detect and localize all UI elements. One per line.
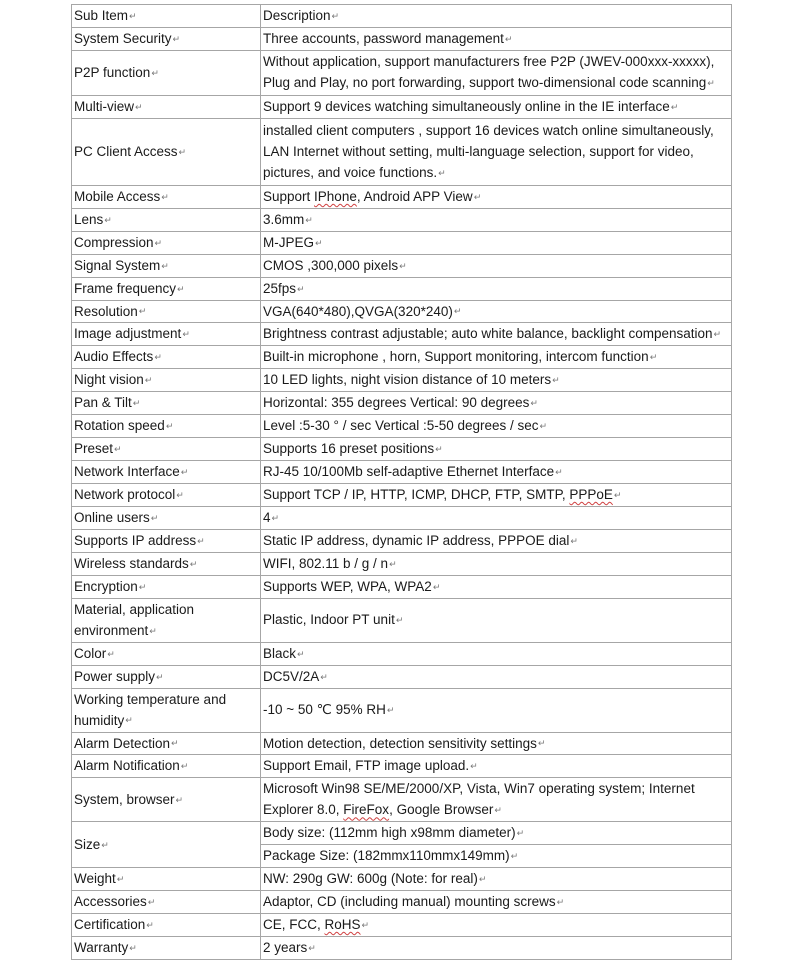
sub-item-cell xyxy=(72,231,261,254)
description-text xyxy=(263,781,695,817)
description-text: -10 ~ 50 ℃ 95% RH xyxy=(263,702,386,718)
paragraph-mark-icon: ↵ xyxy=(182,329,190,340)
paragraph-mark-icon: ↵ xyxy=(151,67,159,78)
table-row xyxy=(72,642,732,665)
sub-item-label: Multi-view xyxy=(74,98,135,114)
paragraph-mark-icon: ↵ xyxy=(175,794,184,805)
paragraph-mark-icon: ↵ xyxy=(172,33,181,44)
table-row xyxy=(72,937,732,960)
table-row xyxy=(72,822,732,845)
spellcheck-flagged-word: IPhone xyxy=(314,188,357,204)
paragraph-mark-icon: ↵ xyxy=(649,352,658,363)
description-text: Body size: (112mm high x98mm diameter) xyxy=(263,825,516,841)
description-cell xyxy=(261,506,732,529)
paragraph-mark-icon: ↵ xyxy=(177,283,185,294)
description-cell xyxy=(261,346,732,369)
description-text: 3.6mm xyxy=(263,211,305,227)
sub-item-label: Accessories xyxy=(74,894,147,910)
sub-item-label: Frame frequency xyxy=(74,280,177,296)
table-row xyxy=(72,27,732,50)
description-cell xyxy=(261,552,732,575)
description-text: installed client computers , support 16 devices watch online simultaneously, LAN Internet without setting, multi-language selection, support for video, pictures, and voice functions. xyxy=(263,122,714,180)
paragraph-mark-icon: ↵ xyxy=(165,421,174,432)
table-row xyxy=(72,688,732,732)
table-row xyxy=(72,346,732,369)
description-cell xyxy=(261,845,732,868)
description-cell xyxy=(261,415,732,438)
table-row xyxy=(72,732,732,755)
header-description-text: Description xyxy=(263,8,331,23)
sub-item-cell xyxy=(72,369,261,392)
sub-item-label: Size xyxy=(74,836,101,852)
paragraph-mark-icon: ↵ xyxy=(107,648,115,659)
table-row xyxy=(72,778,732,822)
spec-table-body xyxy=(72,5,732,960)
sub-item-cell xyxy=(72,732,261,755)
description-cell xyxy=(261,822,732,845)
description-text: 4 xyxy=(263,509,271,525)
sub-item-cell xyxy=(72,208,261,231)
table-row xyxy=(72,461,732,484)
table-row xyxy=(72,575,732,598)
paragraph-mark-icon: ↵ xyxy=(197,535,205,546)
table-row xyxy=(72,529,732,552)
desc-text-part: , Google Browser xyxy=(389,802,494,818)
description-text: 25fps xyxy=(263,280,297,296)
paragraph-mark-icon: ↵ xyxy=(453,306,462,317)
paragraph-mark-icon: ↵ xyxy=(389,558,397,569)
description-text: Support 9 devices watching simultaneously online in the IE interface xyxy=(263,98,670,114)
sub-item-cell xyxy=(72,277,261,300)
sub-item-label: Weight xyxy=(74,871,116,887)
paragraph-mark-icon: ↵ xyxy=(144,375,153,386)
sub-item-cell xyxy=(72,118,261,185)
description-cell xyxy=(261,937,732,960)
table-row xyxy=(72,598,732,642)
paragraph-mark-icon: ↵ xyxy=(516,828,525,839)
description-text: NW: 290g GW: 600g (Note: for real) xyxy=(263,871,478,887)
description-text: Package Size: (182mmx110mmx149mm) xyxy=(263,848,510,864)
description-cell xyxy=(261,254,732,277)
table-row xyxy=(72,506,732,529)
paragraph-mark-icon: ↵ xyxy=(161,260,169,271)
paragraph-mark-icon: ↵ xyxy=(670,101,679,112)
table-row xyxy=(72,868,732,891)
paragraph-mark-icon: ↵ xyxy=(478,874,487,885)
paragraph-mark-icon: ↵ xyxy=(297,283,305,294)
description-text: Without application, support manufacturers free P2P (JWEV-000xxx-xxxxx), Plug and Play, no port forwarding, support two-dimensional code scanning xyxy=(263,54,715,91)
paragraph-mark-icon: ↵ xyxy=(271,512,280,523)
description-text: Brightness contrast adjustable; auto white balance, backlight compensation xyxy=(263,326,713,342)
description-text: Support Email, FTP image upload. xyxy=(263,758,470,774)
description-text: M-JPEG xyxy=(263,234,315,250)
sub-item-label: System, browser xyxy=(74,791,175,807)
paragraph-mark-icon: ↵ xyxy=(613,489,622,500)
sub-item-label: Rotation speed xyxy=(74,418,165,434)
sub-item-label: System Security xyxy=(74,30,172,46)
sub-item-cell xyxy=(72,506,261,529)
sub-item-cell xyxy=(72,642,261,665)
sub-item-cell xyxy=(72,50,261,95)
desc-text-part: , Android APP View xyxy=(356,188,473,204)
paragraph-mark-icon: ↵ xyxy=(470,761,478,772)
table-row xyxy=(72,323,732,346)
header-description xyxy=(261,5,732,28)
description-cell xyxy=(261,438,732,461)
sub-item-cell xyxy=(72,95,261,118)
paragraph-mark-icon: ↵ xyxy=(331,10,340,21)
description-cell xyxy=(261,118,732,185)
sub-item-label: Image adjustment xyxy=(74,326,182,342)
paragraph-mark-icon: ↵ xyxy=(297,648,305,659)
paragraph-mark-icon: ↵ xyxy=(308,943,316,953)
paragraph-mark-icon: ↵ xyxy=(530,398,538,409)
paragraph-mark-icon: ↵ xyxy=(129,10,137,21)
description-cell xyxy=(261,665,732,688)
sub-item-label: Supports IP address xyxy=(74,532,197,548)
description-text xyxy=(263,917,361,932)
paragraph-mark-icon: ↵ xyxy=(315,237,323,248)
table-row xyxy=(72,300,732,323)
sub-item-label: Alarm Detection xyxy=(74,735,171,751)
desc-text-part: Microsoft Win98 SE/ME/2000/XP, Vista, Win7 operating system; Internet Explorer 8.0, xyxy=(263,781,695,818)
table-row xyxy=(72,891,732,914)
paragraph-mark-icon: ↵ xyxy=(147,897,156,908)
paragraph-mark-icon: ↵ xyxy=(305,214,313,225)
description-text xyxy=(263,189,473,204)
sub-item-label: Certification xyxy=(74,917,146,933)
sub-item-cell xyxy=(72,822,261,868)
table-row xyxy=(72,484,732,507)
description-text xyxy=(263,487,613,502)
table-row xyxy=(72,50,732,95)
description-cell xyxy=(261,575,732,598)
sub-item-label: PC Client Access xyxy=(74,143,178,159)
paragraph-mark-icon: ↵ xyxy=(138,306,147,317)
paragraph-mark-icon: ↵ xyxy=(713,329,722,340)
sub-item-cell xyxy=(72,438,261,461)
paragraph-mark-icon: ↵ xyxy=(537,738,546,749)
sub-item-cell xyxy=(72,598,261,642)
paragraph-mark-icon: ↵ xyxy=(156,671,164,682)
description-cell xyxy=(261,642,732,665)
sub-item-label: Alarm Notification xyxy=(74,758,180,774)
paragraph-mark-icon: ↵ xyxy=(539,421,548,432)
description-cell xyxy=(261,27,732,50)
sub-item-cell xyxy=(72,778,261,822)
sub-item-cell xyxy=(72,755,261,778)
paragraph-mark-icon: ↵ xyxy=(504,33,513,44)
sub-item-label: Network Interface xyxy=(74,464,180,480)
description-cell xyxy=(261,484,732,507)
spellcheck-flagged-word: PPPoE xyxy=(569,487,613,502)
description-text: Three accounts, password management xyxy=(263,30,504,46)
sub-item-cell xyxy=(72,346,261,369)
paragraph-mark-icon: ↵ xyxy=(361,920,370,931)
sub-item-cell xyxy=(72,575,261,598)
paragraph-mark-icon: ↵ xyxy=(386,704,395,715)
sub-item-label: Audio Effects xyxy=(74,349,154,365)
description-cell xyxy=(261,208,732,231)
table-row xyxy=(72,95,732,118)
sub-item-label: Material, application environment xyxy=(74,601,195,638)
sub-item-cell xyxy=(72,868,261,891)
sub-item-label: Network protocol xyxy=(74,487,176,502)
sub-item-label: Color xyxy=(74,645,107,661)
description-text: Level :5-30 ° / sec Vertical :5-50 degrees / sec xyxy=(263,418,539,434)
sub-item-cell xyxy=(72,529,261,552)
table-row xyxy=(72,438,732,461)
description-cell xyxy=(261,323,732,346)
paragraph-mark-icon: ↵ xyxy=(176,489,184,500)
description-text: 2 years xyxy=(263,940,308,956)
header-sub-item xyxy=(72,5,261,28)
paragraph-mark-icon: ↵ xyxy=(555,467,563,477)
table-row xyxy=(72,665,732,688)
paragraph-mark-icon: ↵ xyxy=(101,839,109,850)
spellcheck-flagged-word: RoHS xyxy=(324,917,361,933)
paragraph-mark-icon: ↵ xyxy=(510,851,519,862)
sub-item-cell xyxy=(72,254,261,277)
description-cell xyxy=(261,300,732,323)
table-row xyxy=(72,231,732,254)
sub-item-label: Encryption xyxy=(74,578,138,594)
sub-item-cell xyxy=(72,914,261,937)
description-text: DC5V/2A xyxy=(263,668,320,684)
description-text: Horizontal: 355 degrees Vertical: 90 degrees xyxy=(263,395,530,411)
description-text: Built-in microphone , horn, Support monitoring, intercom function xyxy=(263,349,649,365)
sub-item-cell xyxy=(72,552,261,575)
paragraph-mark-icon: ↵ xyxy=(135,101,143,112)
table-row xyxy=(72,392,732,415)
sub-item-label: Compression xyxy=(74,234,154,250)
description-text: VGA(640*480),QVGA(320*240) xyxy=(263,303,453,319)
paragraph-mark-icon: ↵ xyxy=(189,558,198,569)
paragraph-mark-icon: ↵ xyxy=(116,874,125,885)
sub-item-label: Power supply xyxy=(74,668,156,684)
sub-item-label: Night vision xyxy=(74,372,144,388)
paragraph-mark-icon: ↵ xyxy=(125,715,133,726)
paragraph-mark-icon: ↵ xyxy=(180,761,189,772)
description-text: Adaptor, CD (including manual) mounting screws xyxy=(263,894,556,910)
description-cell xyxy=(261,891,732,914)
paragraph-mark-icon: ↵ xyxy=(104,214,112,225)
description-text: Motion detection, detection sensitivity settings xyxy=(263,735,537,751)
description-cell xyxy=(261,529,732,552)
paragraph-mark-icon: ↵ xyxy=(435,444,443,455)
sub-item-cell xyxy=(72,415,261,438)
sub-item-label: Online users xyxy=(74,509,150,525)
description-text: Black xyxy=(263,645,297,661)
description-cell xyxy=(261,755,732,778)
description-text: Supports WEP, WPA, WPA2 xyxy=(263,578,432,594)
sub-item-label: Mobile Access xyxy=(74,188,161,204)
paragraph-mark-icon: ↵ xyxy=(320,671,328,682)
paragraph-mark-icon: ↵ xyxy=(556,897,565,908)
sub-item-cell xyxy=(72,891,261,914)
description-cell xyxy=(261,277,732,300)
description-cell xyxy=(261,369,732,392)
description-text: WIFI, 802.11 b / g / n xyxy=(263,555,389,571)
description-text: CMOS ,300,000 pixels xyxy=(263,257,399,273)
description-text: Static IP address, dynamic IP address, PPPOE dial xyxy=(263,532,570,548)
paragraph-mark-icon: ↵ xyxy=(138,581,147,592)
paragraph-mark-icon: ↵ xyxy=(395,615,404,626)
description-cell xyxy=(261,461,732,484)
description-text: Supports 16 preset positions xyxy=(263,441,435,457)
sub-item-cell xyxy=(72,461,261,484)
table-row xyxy=(72,552,732,575)
paragraph-mark-icon: ↵ xyxy=(707,78,715,89)
sub-item-cell xyxy=(72,688,261,732)
description-cell xyxy=(261,392,732,415)
description-cell xyxy=(261,778,732,822)
description-text: Plastic, Indoor PT unit xyxy=(263,612,395,628)
paragraph-mark-icon: ↵ xyxy=(161,191,169,202)
description-cell xyxy=(261,231,732,254)
sub-item-cell xyxy=(72,665,261,688)
paragraph-mark-icon: ↵ xyxy=(570,535,578,546)
paragraph-mark-icon: ↵ xyxy=(552,375,560,386)
sub-item-cell xyxy=(72,27,261,50)
sub-item-cell xyxy=(72,323,261,346)
description-text: RJ-45 10/100Mb self-adaptive Ethernet Interface xyxy=(263,464,555,480)
description-cell xyxy=(261,95,732,118)
paragraph-mark-icon: ↵ xyxy=(154,237,163,248)
description-cell xyxy=(261,50,732,95)
table-row xyxy=(72,755,732,778)
description-cell xyxy=(261,868,732,891)
description-cell xyxy=(261,688,732,732)
sub-item-cell xyxy=(72,937,261,960)
description-text: 10 LED lights, night vision distance of 10 meters xyxy=(263,372,552,388)
description-cell xyxy=(261,185,732,208)
desc-text-part: Support TCP / IP, HTTP, ICMP, DHCP, FTP, SMTP, xyxy=(263,487,570,502)
sub-item-label: Pan & Tilt xyxy=(74,395,132,411)
sub-item-label: P2P function xyxy=(74,64,151,80)
table-header-row xyxy=(72,5,732,28)
spec-table xyxy=(71,4,732,960)
paragraph-mark-icon: ↵ xyxy=(171,738,179,749)
sub-item-label: Resolution xyxy=(74,303,138,319)
table-row xyxy=(72,118,732,185)
paragraph-mark-icon: ↵ xyxy=(154,352,162,363)
spellcheck-flagged-word: FireFox xyxy=(343,802,390,818)
table-row xyxy=(72,369,732,392)
sub-item-label: Lens xyxy=(74,211,104,227)
sub-item-label: Warranty xyxy=(74,940,129,956)
table-row xyxy=(72,185,732,208)
sub-item-cell xyxy=(72,484,261,507)
paragraph-mark-icon: ↵ xyxy=(180,467,189,477)
paragraph-mark-icon: ↵ xyxy=(129,943,137,953)
table-row xyxy=(72,415,732,438)
sub-item-label: Working temperature and humidity xyxy=(74,691,227,728)
desc-text-part: CE, FCC, xyxy=(263,917,325,933)
table-row xyxy=(72,254,732,277)
description-cell xyxy=(261,598,732,642)
description-cell xyxy=(261,914,732,937)
paragraph-mark-icon: ↵ xyxy=(438,167,446,178)
paragraph-mark-icon: ↵ xyxy=(132,398,141,409)
header-sub-item-text: Sub Item xyxy=(74,8,129,23)
table-row xyxy=(72,914,732,937)
paragraph-mark-icon: ↵ xyxy=(149,625,157,636)
paragraph-mark-icon: ↵ xyxy=(432,581,441,592)
paragraph-mark-icon: ↵ xyxy=(178,146,187,157)
paragraph-mark-icon: ↵ xyxy=(150,512,159,523)
table-row xyxy=(72,277,732,300)
table-row xyxy=(72,208,732,231)
sub-item-cell xyxy=(72,392,261,415)
paragraph-mark-icon: ↵ xyxy=(473,191,482,202)
sub-item-label: Preset xyxy=(74,441,114,457)
sub-item-label: Signal System xyxy=(74,257,161,273)
sub-item-cell xyxy=(72,185,261,208)
paragraph-mark-icon: ↵ xyxy=(399,260,407,271)
paragraph-mark-icon: ↵ xyxy=(146,920,154,931)
description-cell xyxy=(261,732,732,755)
paragraph-mark-icon: ↵ xyxy=(114,444,122,455)
paragraph-mark-icon: ↵ xyxy=(494,805,502,816)
sub-item-cell xyxy=(72,300,261,323)
sub-item-label: Wireless standards xyxy=(74,555,189,571)
desc-text-part: Support xyxy=(263,188,315,204)
